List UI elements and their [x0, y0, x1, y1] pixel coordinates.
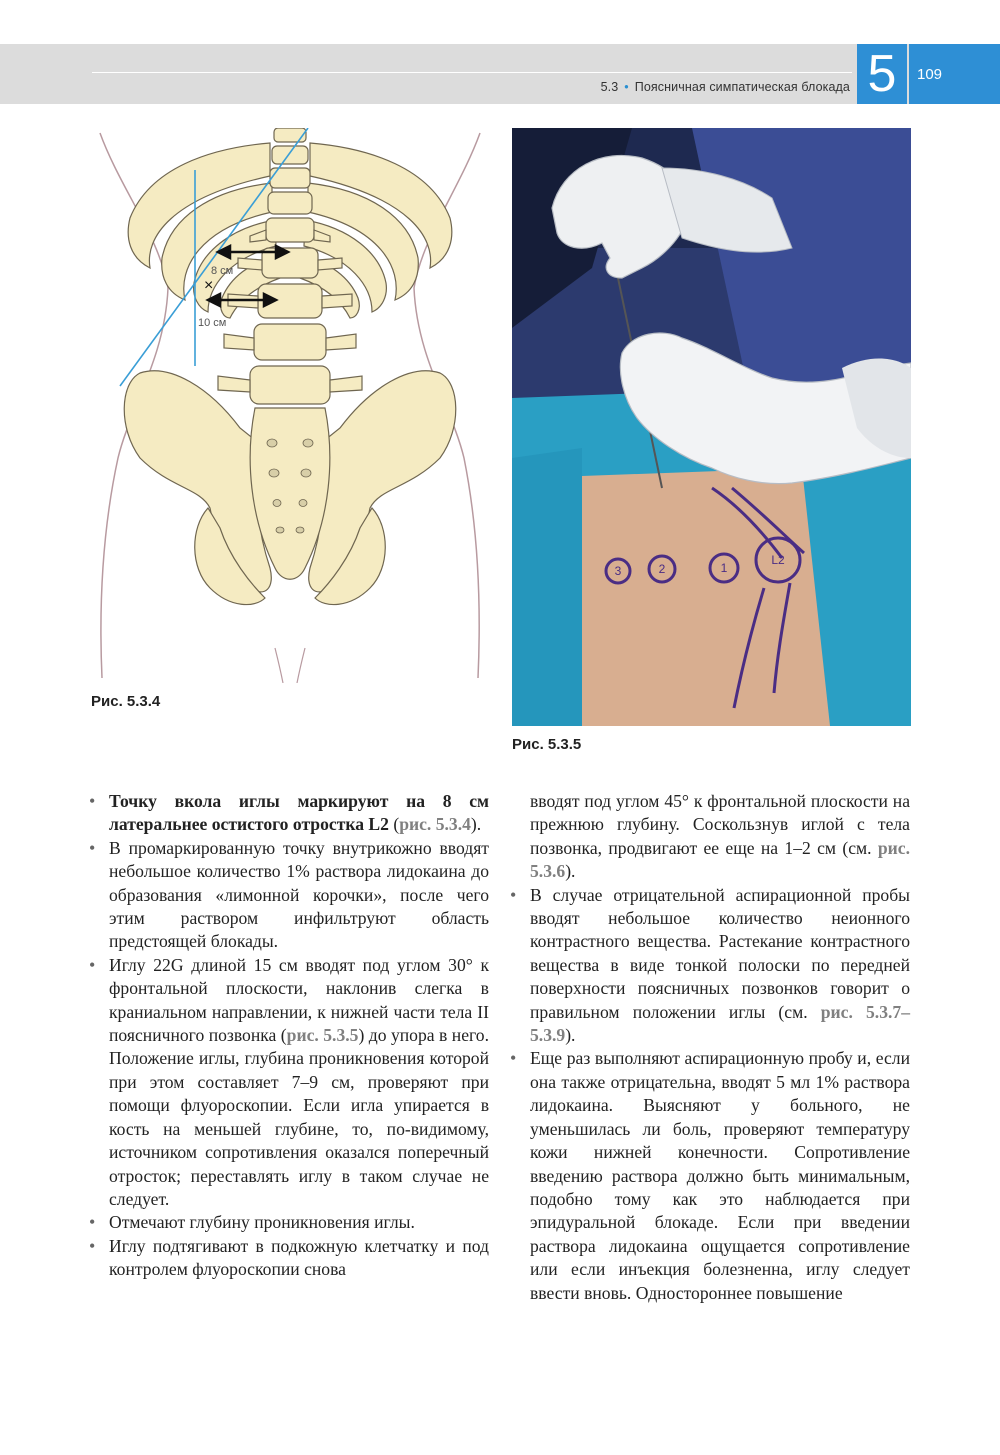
marker-2: 2 — [658, 562, 666, 576]
marker-1: 1 — [720, 561, 728, 575]
running-head-separator: • — [624, 80, 629, 94]
list-item: • Отмечают глубину проникновения иглы. — [89, 1211, 489, 1234]
figure-reference: рис. 5.3.5 — [286, 1025, 359, 1046]
text-column-right — [510, 790, 910, 1305]
figure-reference: рис. 5.3.4 — [399, 814, 471, 835]
chapter-number: 5 — [857, 44, 907, 104]
figure-reference: рис. 5.3.6 — [530, 837, 910, 882]
label-8cm: 8 см — [211, 265, 234, 277]
text-column-left — [89, 790, 489, 1282]
section-title: Поясничная симпатическая блокада — [634, 80, 850, 94]
figure-procedure-photo — [512, 128, 911, 726]
bullet: • — [89, 1235, 96, 1256]
list-item-continuation: вводят под углом 45° к фронтальной плоскости на прежнюю глубину. Соскользнув иглой с тела позвонка, продвигают ее еще на 1–2 см (см. рис. 5.3.6). — [530, 791, 910, 882]
running-head — [601, 80, 850, 94]
puncture-mark: × — [204, 277, 214, 294]
list-item: • В промаркированную точку внутрикожно вводят небольшое количество 1% раствора лидокаина до образования «лимонной корочки», после чего этим раствором инфильтруют область предстоящей блокады. — [89, 837, 489, 952]
bullet: • — [89, 954, 96, 975]
bullet: • — [89, 837, 96, 858]
label-10cm: 10 см — [198, 317, 227, 329]
header-band — [0, 44, 1000, 104]
list-item: • Иглу 22G длиной 15 см вводят под углом 30° к фронтальной плоскости, наклонив слегка в краниальном направлении, к нижней части тела II поясничного позвонка (рис. 5.3.5) до упора в него. Положение иглы, глубина проникновения которой при этом составляет 7–9 см, проверяют при помощи флуороскопии. Если игла упирается в кость на меньшей глубине, то, по-видимому, источником сопротивления оказался поперечный отросток; переставлять иглу в таком случае не следует. — [89, 954, 489, 1209]
list-item: • В случае отрицательной аспирационной пробы вводят небольшое количество неионного контрастного вещества. Растекание контрастного вещества в виде тонкой полоски по передней поверхности поясничных позвонков говорит о правильном положении иглы (см. рис. 5.3.7–5.3.9). — [510, 884, 910, 1046]
spine-illustration — [90, 128, 490, 683]
page-number-box — [909, 44, 1000, 104]
bullet: • — [510, 884, 517, 905]
figure-caption-5-3-5: Рис. 5.3.5 — [512, 736, 582, 753]
bullet: • — [89, 1212, 96, 1233]
procedure-photo — [512, 128, 911, 726]
bullet: • — [89, 791, 96, 811]
marker-l2: L2 — [771, 553, 785, 567]
figure-caption-5-3-4: Рис. 5.3.4 — [91, 693, 161, 710]
bullet: • — [510, 1048, 517, 1069]
page-number: 109 — [917, 66, 943, 83]
list-item: • Еще раз выполняют аспирационную пробу и, если она также отрицательна, вводят 5 мл 1% раствора лидокаина. Выясняют у больного, не уменьшилась ли боль, проверяют температуру кожи нижней конечности. Сопротивление введению раствора должно быть минимальным, подобно тому как это наблюдается при эпидуральной блокаде. Если при введении раствора лидокаина ощущается сопротивление или если инъекция болезненна, иглу следует ввести вновь. Одностороннее повышение — [510, 1048, 910, 1303]
marker-3: 3 — [614, 564, 622, 578]
list-item: • Иглу подтягивают в подкожную клетчатку и под контролем флуороскопии снова — [89, 1235, 489, 1280]
header-rule — [92, 72, 852, 73]
list-item: • Точку вкола иглы маркируют на 8 см латеральнее остистого отростка L2 (рис. 5.3.4). — [89, 791, 489, 835]
figure-reference: рис. 5.3.7–5.3.9 — [530, 1001, 910, 1046]
section-number: 5.3 — [600, 80, 619, 94]
figure-spine-illustration — [90, 128, 490, 683]
